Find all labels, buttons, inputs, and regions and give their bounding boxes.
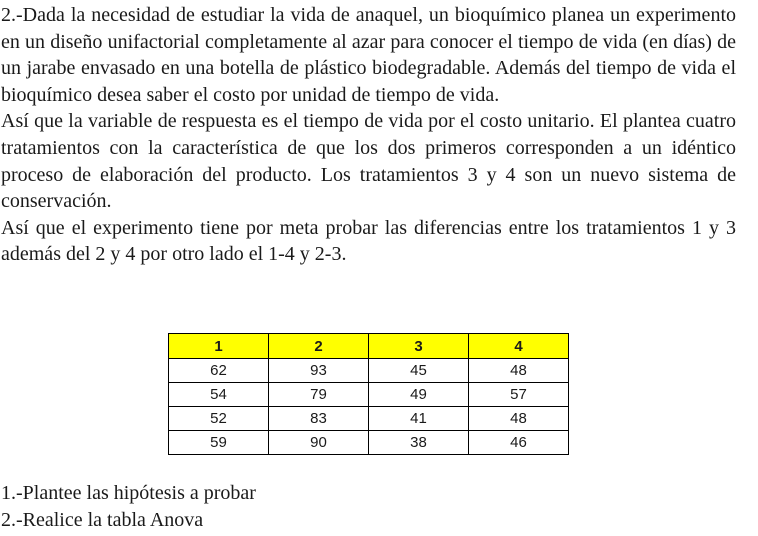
- table-row: [169, 407, 569, 431]
- table-cell: 93: [269, 359, 369, 383]
- table-cell: 57: [469, 383, 569, 407]
- question-item-hypotheses: 1.-Plantee las hipótesis a probar: [1, 482, 256, 504]
- table-header-row: [169, 334, 569, 359]
- table-cell: 79: [269, 383, 369, 407]
- table-cell: 90: [269, 431, 369, 455]
- problem-statement: [1, 2, 736, 268]
- table-cell: 41: [369, 407, 469, 431]
- table-cell: 54: [169, 383, 269, 407]
- table-cell: 38: [369, 431, 469, 455]
- table-row: [169, 359, 569, 383]
- table-cell: 48: [469, 407, 569, 431]
- paragraph-intro: 2.-Dada la necesidad de estudiar la vida de anaquel, un bioquímico planea un experimento en un diseño unifactorial completamente al azar para conocer el tiempo de vida (en días) de un jarabe envasado en una botella de plástico biodegradable. Además del tiempo de vida el bioquímico desea saber el costo por unidad de tiempo de vida.: [1, 4, 736, 106]
- table-cell: 52: [169, 407, 269, 431]
- table-cell: 45: [369, 359, 469, 383]
- table-cell: 48: [469, 359, 569, 383]
- header-cell-treatment-3: 3: [369, 334, 469, 359]
- table-cell: 49: [369, 383, 469, 407]
- question-item-anova: 2.-Realice la tabla Anova: [1, 509, 204, 531]
- table-cell: 83: [269, 407, 369, 431]
- paragraph-goal: Así que el experimento tiene por meta probar las diferencias entre los tratamientos 1 y 3 además del 2 y 4 por otro lado el 1-4 y 2-3.: [1, 216, 736, 266]
- table-cell: 46: [469, 431, 569, 455]
- table-row: [169, 383, 569, 407]
- table-row: [169, 431, 569, 455]
- header-cell-treatment-1: 1: [169, 334, 269, 359]
- paragraph-treatments: Así que la variable de respuesta es el tiempo de vida por el costo unitario. El plantea cuatro tratamientos con la característica de que los dos primeros corresponden a un idéntico proceso de elaboración del producto. Los tratamientos 3 y 4 son un nuevo sistema de conservación.: [1, 110, 736, 213]
- question-list: [1, 480, 256, 534]
- header-cell-treatment-2: 2: [269, 334, 369, 359]
- table-cell: 62: [169, 359, 269, 383]
- data-table: [168, 333, 569, 455]
- table-cell: 59: [169, 431, 269, 455]
- header-cell-treatment-4: 4: [469, 334, 569, 359]
